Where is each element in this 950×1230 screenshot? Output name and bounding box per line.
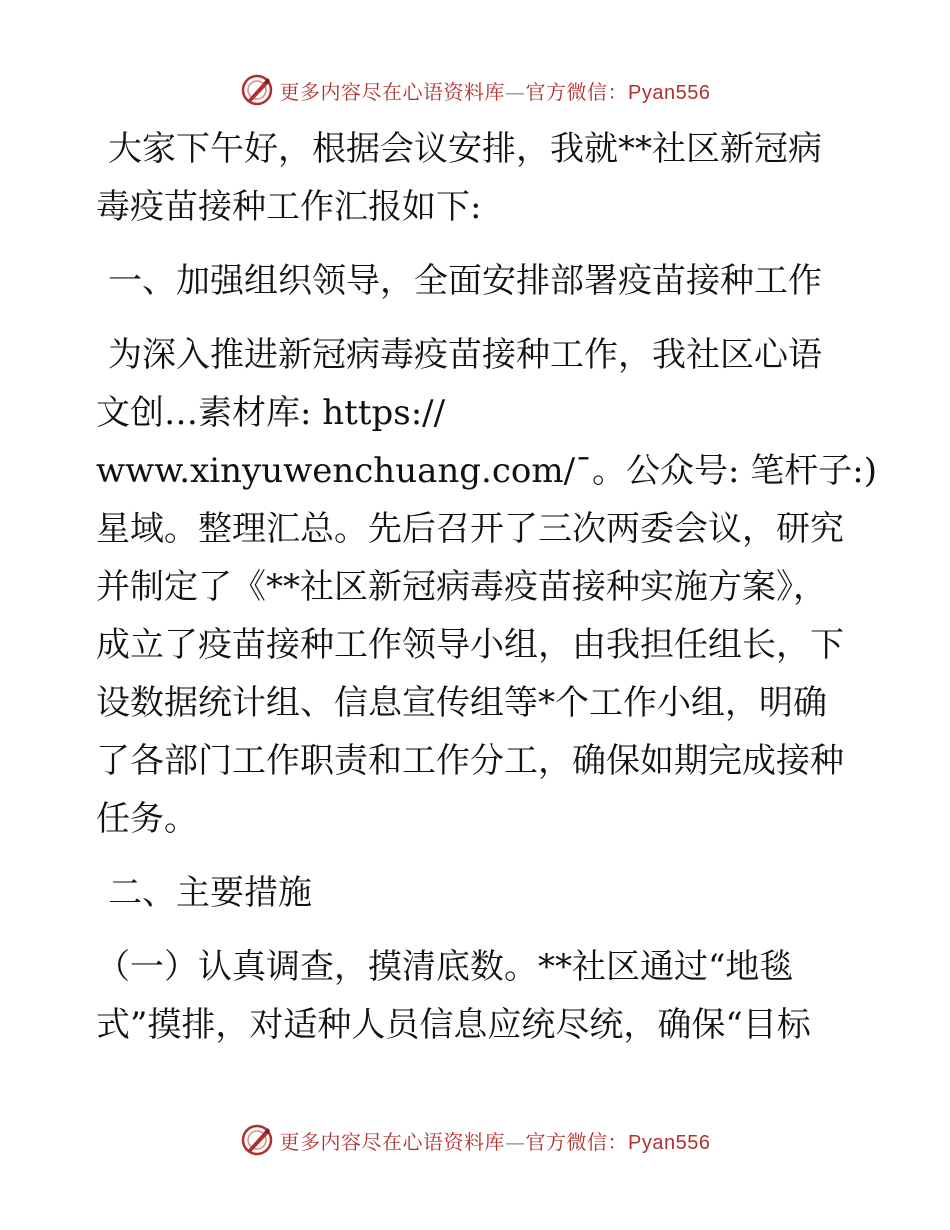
document-body (96, 120, 878, 1054)
section-1-line-5: 并制定了《**社区新冠病毒疫苗接种实施方案》， (96, 567, 827, 607)
watermark-official: 官方微信： (525, 1129, 629, 1154)
subsection-1-line-1: （一）认真调查，摸清底数。**社区通过“地毯 (96, 947, 794, 987)
section-1-line-6: 成立了疫苗接种工作领导小组，由我担任组长，下 (96, 625, 844, 665)
pen-logo-icon (240, 1123, 274, 1157)
watermark-handle: Pyan556 (628, 81, 711, 104)
watermark-text (280, 76, 711, 105)
section-1-line-9: 任务。 (96, 799, 198, 839)
watermark-text (280, 1126, 711, 1155)
watermark-handle: Pyan556 (628, 1131, 711, 1154)
section-1-line-8: 了各部门工作职责和工作分工，确保如期完成接种 (96, 741, 844, 781)
watermark-separator: — (505, 79, 526, 104)
section-1-line-1: 为深入推进新冠病毒疫苗接种工作，我社区心语 (108, 335, 822, 375)
watermark-site: 更多内容尽在心语资料库 (279, 79, 506, 104)
watermark-header (0, 70, 950, 110)
section-1-line-2: 文创…素材库: https:// (96, 393, 446, 433)
section-1-line-7: 设数据统计组、信息宣传组等*个工作小组，明确 (96, 683, 827, 723)
watermark-footer (0, 1120, 950, 1160)
watermark-separator: — (505, 1129, 526, 1154)
watermark-official: 官方微信： (525, 79, 629, 104)
section-2-heading: 二、主要措施 (108, 873, 312, 913)
watermark-site: 更多内容尽在心语资料库 (279, 1129, 506, 1154)
greeting-line-2: 毒疫苗接种工作汇报如下: (96, 187, 482, 227)
section-1-line-3: www.xinyuwenchuang.com/¯。公众号: 笔杆子:) (96, 451, 878, 491)
pen-logo-icon (240, 73, 274, 107)
subsection-1-line-2: 式”摸排，对适种人员信息应统尽统，确保“目标 (96, 1005, 811, 1045)
section-1-line-4: 星域。整理汇总。先后召开了三次两委会议，研究 (96, 509, 844, 549)
section-1-heading: 一、加强组织领导，全面安排部署疫苗接种工作 (108, 261, 822, 301)
greeting-line-1: 大家下午好，根据会议安排，我就**社区新冠病 (108, 129, 822, 169)
